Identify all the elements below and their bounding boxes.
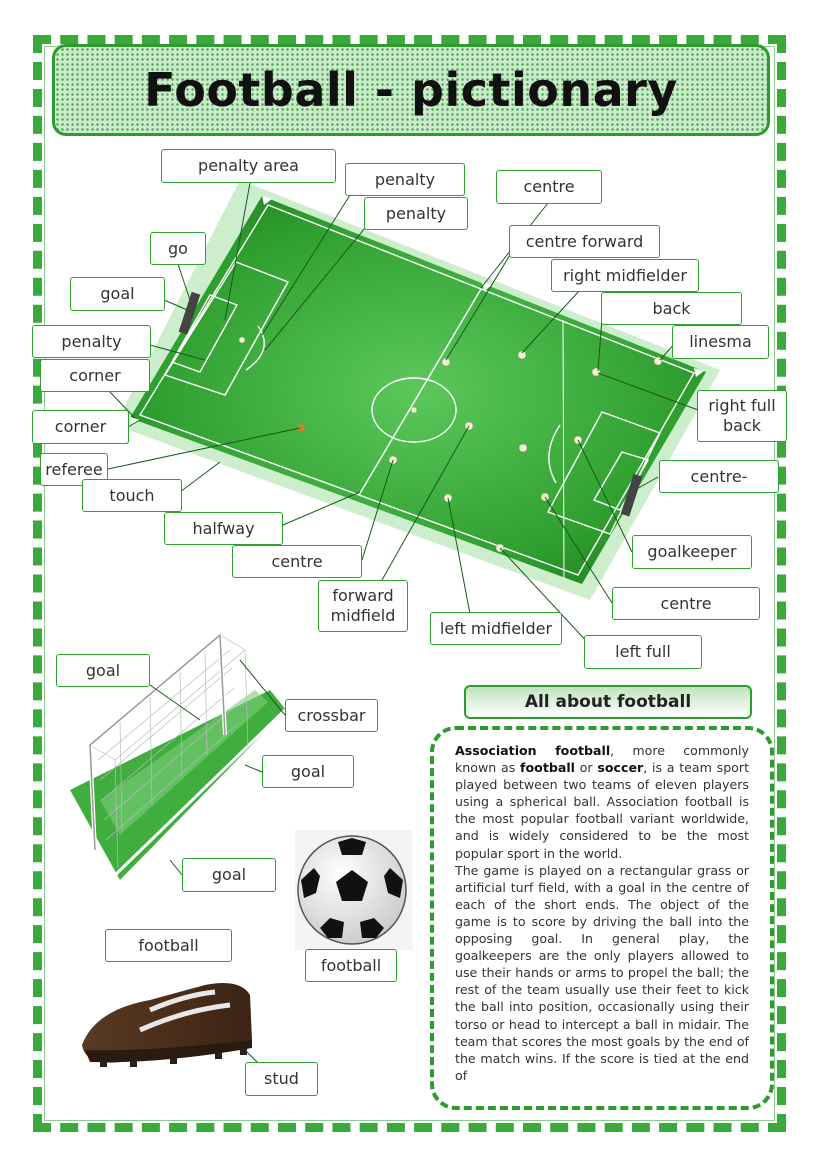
pitch-label-halfway[interactable]: halfway (164, 512, 283, 545)
pitch-label-centre-forward[interactable]: centre forward (509, 225, 660, 258)
pitch-label-penalty-1[interactable]: penalty (345, 163, 465, 196)
pitch-label-centre-3[interactable]: centre (612, 587, 760, 620)
about-p1-text-2: or (574, 760, 598, 776)
object-label-goal-2[interactable]: goal (262, 755, 354, 788)
pitch-label-forward-midfield[interactable]: forward midfield (318, 580, 408, 632)
pitch-label-centre-dash[interactable]: centre- (659, 460, 779, 493)
pitch-label-go[interactable]: go (150, 232, 206, 265)
pitch-label-penalty-area[interactable]: penalty area (161, 149, 336, 183)
term-soccer: soccer (597, 760, 644, 776)
pitch-label-corner-1[interactable]: corner (40, 359, 150, 392)
pitch-label-left-midfielder[interactable]: left midfielder (430, 612, 562, 645)
pitch-label-right-midfielder[interactable]: right midfielder (551, 259, 699, 292)
object-label-goal-3[interactable]: goal (182, 858, 276, 892)
about-p1-text-1: , more commonly known as (455, 743, 749, 776)
worksheet-title-text: Football - pictionary (144, 63, 678, 117)
football-boot-illustration (82, 983, 252, 1067)
about-paragraph-2: The game is played on a rectangular grass or artificial turf field, with a goal in the centre of each of the short ends. The object of the game is to score by driving the ball into the opposing goal. In general play, the goalkeepers are the only players allowed to use their hands or arms to propel the ball; the rest of the team usually use their feet to kick the ball into position, occasionally using their torso or head to intercept a ball in midair. The team that scores the most goals by the end of the match wins. If the score is tied at the end of (455, 862, 749, 1083)
about-text (455, 742, 749, 1087)
pitch-label-linesma[interactable]: linesma (672, 325, 769, 359)
pitch-label-goalkeeper[interactable]: goalkeeper (632, 535, 752, 569)
object-label-goal-1[interactable]: goal (56, 654, 150, 687)
pitch-label-goal[interactable]: goal (70, 277, 165, 311)
object-label-stud[interactable]: stud (245, 1062, 318, 1096)
about-heading (464, 685, 752, 719)
pitch-label-penalty-3[interactable]: penalty (32, 325, 151, 358)
pitch-label-touch[interactable]: touch (82, 479, 182, 512)
pitch-label-centre-1[interactable]: centre (496, 170, 602, 204)
pitch-label-corner-2[interactable]: corner (32, 410, 129, 444)
pitch-label-right-full-back[interactable]: right full back (697, 390, 787, 442)
pitch-label-referee[interactable]: referee (40, 453, 108, 486)
football-ball-illustration (295, 830, 413, 950)
about-paragraph-1 (455, 742, 749, 862)
about-p1-text-3: , is a team sport played between two teams of eleven players using a spherical ball. Association football is the most popular football variant worldwide, and is widely considered to be the most popular sport in the world. (455, 760, 749, 861)
object-label-football-1[interactable]: football (105, 929, 232, 962)
pitch-label-back[interactable]: back (601, 292, 742, 325)
pitch-label-centre-2[interactable]: centre (232, 545, 362, 578)
term-association-football: Association football (455, 743, 611, 758)
object-label-football-2[interactable]: football (305, 949, 397, 982)
about-heading-text: All about football (524, 692, 692, 712)
pitch-label-penalty-2[interactable]: penalty (364, 197, 468, 230)
pitch-label-left-full[interactable]: left full (584, 635, 702, 669)
term-football: football (520, 760, 575, 776)
object-label-crossbar[interactable]: crossbar (285, 699, 378, 732)
